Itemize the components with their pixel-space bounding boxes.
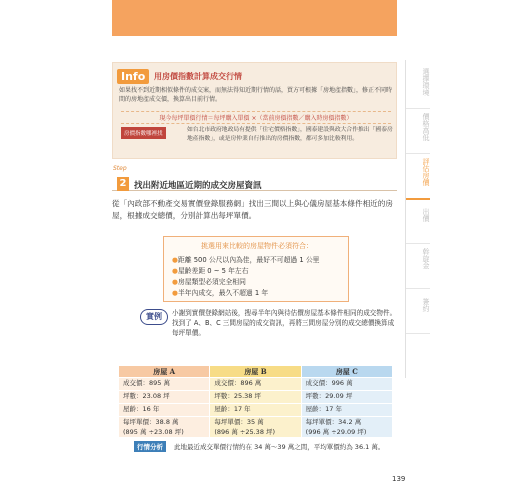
list-item: ●房屋類型必須完全相同 [172,278,246,286]
sidebar-item-deposit[interactable]: 斡旋金 [422,248,430,269]
table-cell: 屋齡：17 年 [301,404,392,417]
criteria-box [163,236,349,302]
column-header-a: 房屋 A [119,366,210,378]
step-title: 找出附近地區近期的成交房屋資訊 [134,181,262,191]
analysis-text: 此地最近成交單價行情約在 34 萬～39 萬之間，平均單價約為 36.1 萬。 [174,443,385,451]
chapter-sidebar [405,60,429,378]
table-row [119,417,393,438]
criteria-list [172,255,319,299]
sidebar-divider-active [406,198,430,200]
sidebar-divider [406,153,430,154]
bullet-icon: ● [172,289,178,297]
table-cell: 坪數：25.38 坪 [210,391,301,404]
example-badge: 實例 [140,309,168,325]
header-band [112,0,397,36]
sidebar-item-price[interactable]: 價格高低 [422,113,430,141]
column-header-b: 房屋 B [210,366,301,378]
sidebar-divider [406,333,430,334]
list-item: ●距離 500 公尺以內為佳，最好不可超過 1 公里 [172,256,320,264]
step-description: 從「內政部不動產交易實價登錄服務網」找出三間以上與心儀房屋基本條件相近的房屋，根據成交總價，分別計算出每坪單價。 [112,199,393,220]
sidebar-divider [406,243,430,244]
list-item: ●屋齡差距 0 ~ 5 年左右 [172,267,249,275]
info-box [112,62,397,159]
table-cell: 成交價：996 萬 [301,378,392,391]
table-cell: 屋齡：17 年 [210,404,301,417]
sidebar-item-contract[interactable]: 簽約 [422,298,430,312]
table-cell: 屋齡：16 年 [119,404,210,417]
bullet-icon: ● [172,267,178,275]
list-item: ●半年內成交，最久不超過 1 年 [172,289,269,297]
table-header-row [119,366,393,378]
bullet-icon: ● [172,278,178,286]
sidebar-item-valuation[interactable]: 評估房價 [422,158,430,186]
property-comparison-table [118,365,393,438]
table-cell: 每坪單價：35 萬 (896 萬 ÷25.38 坪) [210,417,301,438]
page-number: 139 [392,475,406,483]
analysis-tag: 行情分析 [134,441,166,452]
price-formula: 現今每坪單價行情＝每坪購入單價 ×（當前房價指數／購入時房價指數） [121,111,391,124]
table-cell: 成交價：895 萬 [119,378,210,391]
info-title: 用房價指數計算成交行情 [154,72,242,81]
table-cell: 坪數：29.09 坪 [301,391,392,404]
table-row [119,378,393,391]
table-row [119,391,393,404]
column-header-c: 房屋 C [301,366,392,378]
sidebar-item-offer[interactable]: 出價 [422,208,430,222]
step-label: Step [113,165,127,172]
criteria-title: 挑選用來比較的房屋物件必須符合： [201,242,313,250]
info-text: 如果找不到近期相似條件的成交案，而無法得知近期行情的話，買方可根據「房地產指數」，修正不同時間的房地產成交價，換算出目前行情。 [119,87,393,103]
table-cell: 每坪單價：38.8 萬 (895 萬 ÷23.08 坪) [119,417,210,438]
table-row [119,404,393,417]
example-text: 小謝到實價登錄網站後，搜尋半年內與待估價房屋基本條件相同的成交物件。找到了 A、B、C 三間房屋的成交資訊，再將三間房屋分別的成交總價換算成每坪單價。 [172,309,397,337]
table-cell: 成交價：896 萬 [210,378,301,391]
index-source-text: 如台北市政府地政局有提供「住宅價格指數」，國泰建設與政大合作推出「國泰房地產指數」，或是房仲業自行推出的房價指數，都可多加比較利用。 [187,127,393,142]
table-cell: 坪數：23.08 坪 [119,391,210,404]
bullet-icon: ● [172,256,178,264]
info-badge: Info [117,69,149,84]
index-source-tag: 房價指數哪裡找 [121,127,166,139]
sidebar-divider [406,288,430,289]
step-header [112,177,397,191]
step-number: 2 [117,177,129,191]
sidebar-item-environment[interactable]: 選擇環境 [422,68,430,96]
sidebar-divider [406,108,430,109]
table-cell: 每坪單價：34.2 萬 (996 萬 ÷29.09 坪) [301,417,392,438]
